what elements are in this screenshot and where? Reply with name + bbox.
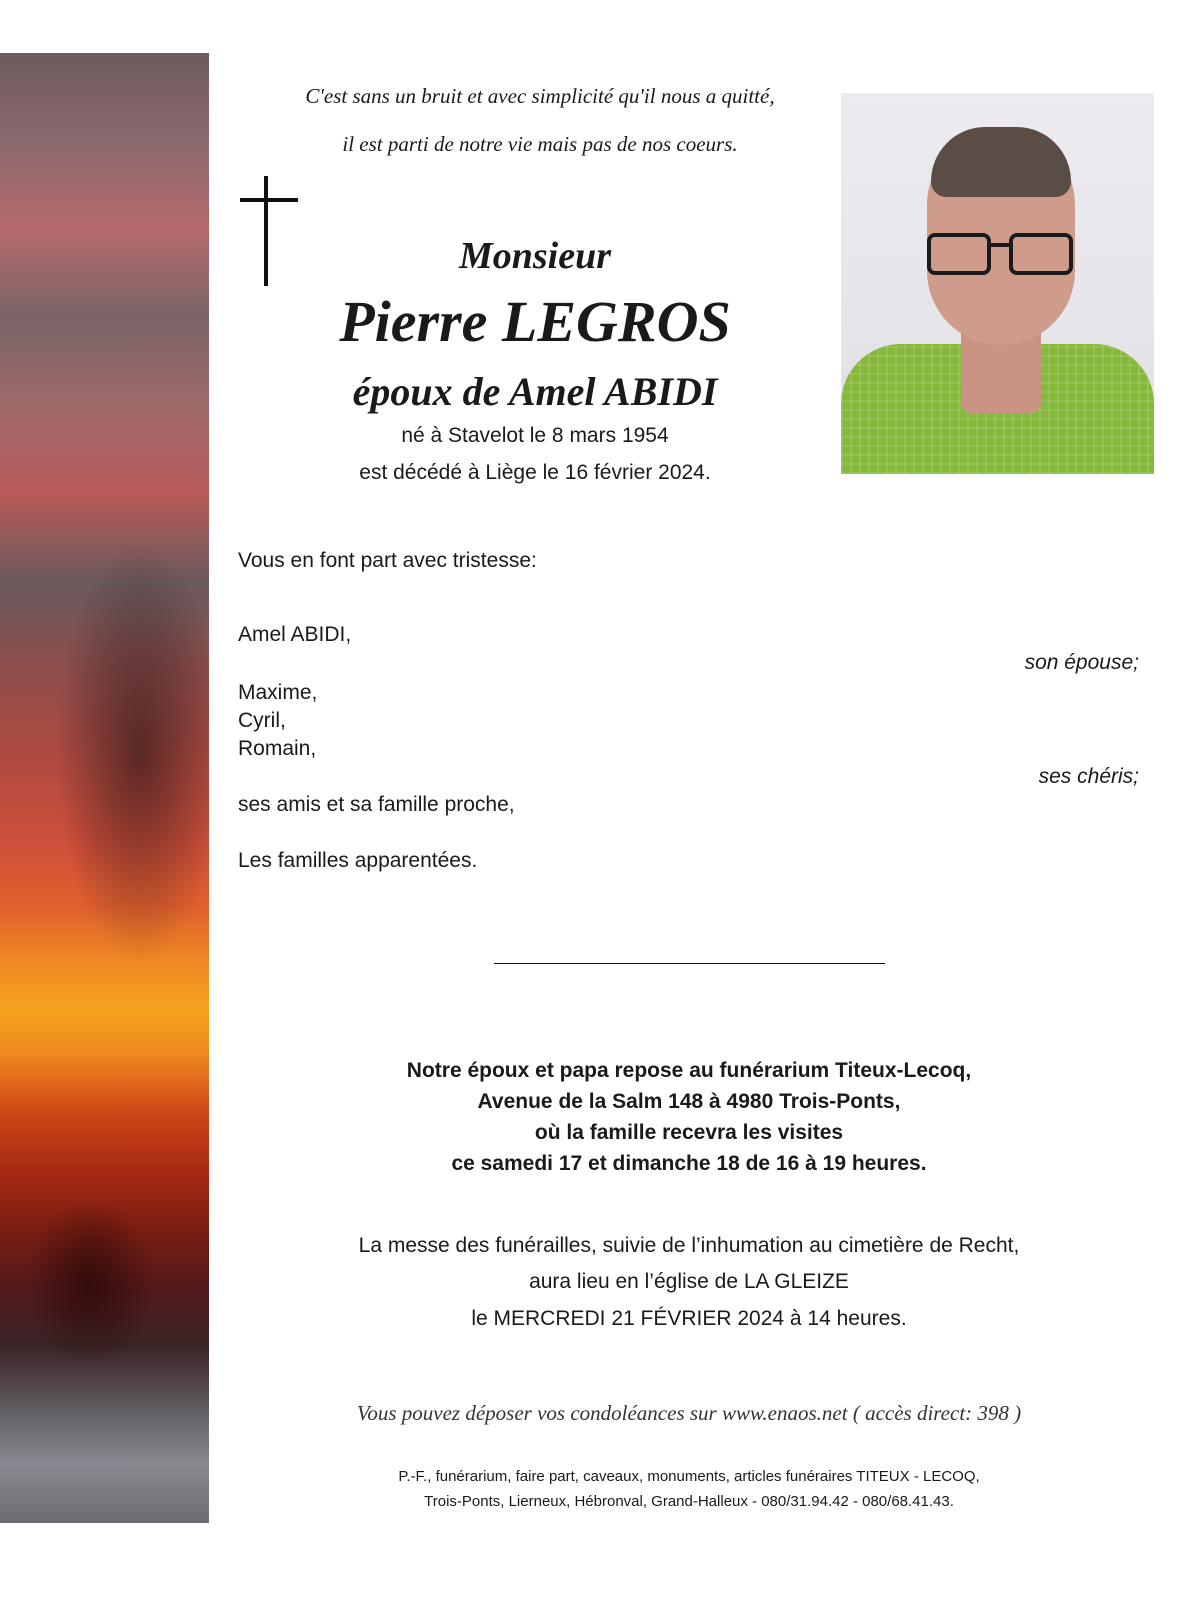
spouse-relation: son épouse; xyxy=(1024,651,1139,674)
sunset-tree-photo xyxy=(0,53,209,1523)
death-line: est décédé à Liège le 16 février 2024. xyxy=(359,461,711,484)
family-child-2: Cyril, xyxy=(238,709,286,732)
honorific: Monsieur xyxy=(458,235,612,277)
epigraph-line-1: C'est sans un bruit et avec simplicité qu'il nous a quitté, xyxy=(305,84,775,108)
announcement-intro: Vous en font part avec tristesse: xyxy=(238,549,537,572)
epigraph-line-2: il est parti de notre vie mais pas de nos coeurs. xyxy=(342,132,738,156)
visitation-line-2: Avenue de la Salm 148 à 4980 Trois-Ponts, xyxy=(477,1090,901,1113)
spouse-line: époux de Amel ABIDI xyxy=(352,369,718,414)
deceased-name: Pierre LEGROS xyxy=(339,289,731,354)
family-child-1: Maxime, xyxy=(238,681,318,704)
visitation-line-1: Notre époux et papa repose au funérarium Titeux-Lecoq, xyxy=(406,1059,972,1082)
funeral-line-2: aura lieu en l’église de LA GLEIZE xyxy=(529,1270,849,1293)
funeral-line-3: le MERCREDI 21 FÉVRIER 2024 à 14 heures. xyxy=(471,1307,907,1330)
children-relation: ses chéris; xyxy=(1038,765,1139,788)
birth-line: né à Stavelot le 8 mars 1954 xyxy=(401,424,669,447)
family-child-3: Romain, xyxy=(238,737,317,760)
portrait-photo xyxy=(841,93,1154,474)
family-spouse: Amel ABIDI, xyxy=(238,623,352,646)
separator-line xyxy=(494,963,885,964)
relatives-line: Les familles apparentées. xyxy=(238,849,478,872)
condolences-line: Vous pouvez déposer vos condoléances sur www.enaos.net ( accès direct: 398 ) xyxy=(356,1401,1022,1425)
friends-line: ses amis et sa famille proche, xyxy=(238,793,515,816)
footer-line-1: P.-F., funérarium, faire part, caveaux, monuments, articles funéraires TITEUX - LECOQ, xyxy=(398,1468,980,1485)
visitation-line-3: où la famille recevra les visites xyxy=(534,1121,844,1144)
visitation-line-4: ce samedi 17 et dimanche 18 de 16 à 19 heures. xyxy=(451,1152,927,1175)
footer-line-2: Trois-Ponts, Lierneux, Hébronval, Grand-Halleux - 080/31.94.42 - 080/68.41.43. xyxy=(424,1493,954,1510)
funeral-line-1: La messe des funérailles, suivie de l’inhumation au cimetière de Recht, xyxy=(358,1234,1020,1257)
tree-silhouette xyxy=(0,53,209,1523)
